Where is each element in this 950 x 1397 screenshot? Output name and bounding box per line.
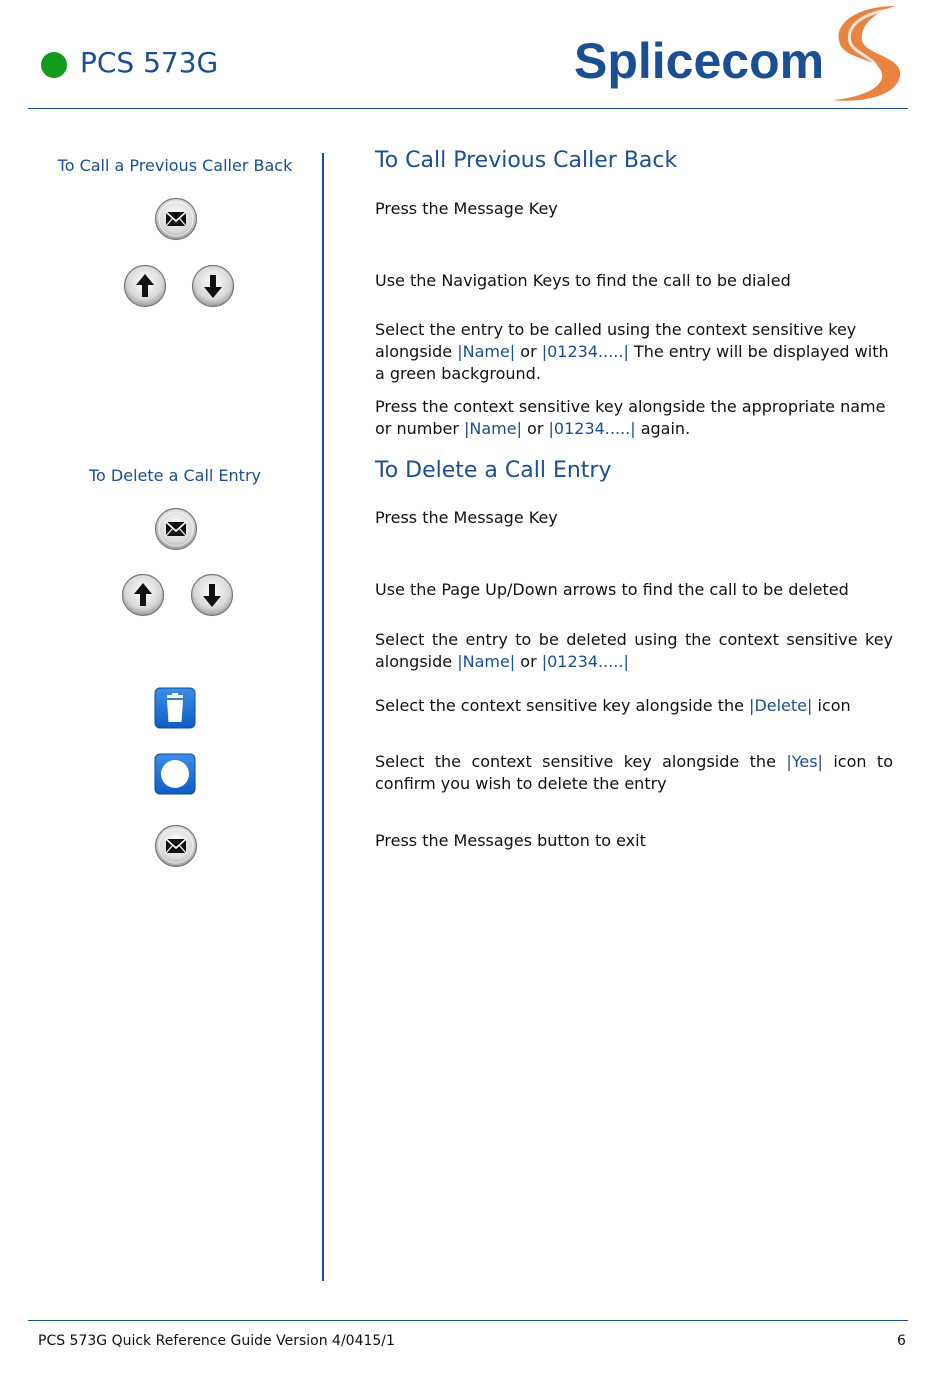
up-arrow-key-icon [123,264,167,308]
sidebar-title-delete: To Delete a Call Entry [89,466,261,485]
sidebar-title-call-back: To Call a Previous Caller Back [57,156,293,175]
status-dot [41,52,67,78]
name-key-label: |Name| [463,419,522,438]
yes-circle-softkey-icon [154,753,196,795]
number-key-label: |01234.....| [541,342,629,361]
call-back-step-3: Select the entry to be called using the context sensitive key alongside |Name| or |01234.....| The entry will be displayed with a green background. [375,320,889,383]
delete-step-2: Use the Page Up/Down arrows to find the call to be deleted [375,580,849,599]
column-divider [322,153,324,1281]
footer-divider [28,1320,908,1321]
delete-step-5: Select the context sensitive key alongside the |Yes| icon to confirm you wish to delete the entry [375,752,893,793]
header-divider [28,108,908,109]
down-arrow-key-icon [191,264,235,308]
delete-step-1: Press the Message Key [375,508,558,527]
footer-text: PCS 573G Quick Reference Guide Version 4/0415/1 [38,1333,395,1349]
section-title-delete: To Delete a Call Entry [375,458,612,483]
model-title: PCS 573G [80,46,219,79]
yes-key-label: |Yes| [786,752,823,771]
section-title-call-back: To Call Previous Caller Back [375,148,678,173]
name-key-label: |Name| [457,342,516,361]
number-key-label: |01234.....| [541,652,629,671]
delete-key-label: |Delete| [749,696,813,715]
page-number: 6 [897,1333,906,1349]
down-arrow-key-icon [190,573,234,617]
splicecom-logo [570,0,910,110]
number-key-label: |01234.....| [548,419,636,438]
up-arrow-key-icon [121,573,165,617]
call-back-step-2: Use the Navigation Keys to find the call to be dialed [375,271,791,290]
delete-step-6: Press the Messages button to exit [375,831,646,850]
call-back-step-4: Press the context sensitive key alongside the appropriate name or number |Name| or |01234.....| again. [375,397,886,438]
delete-step-4: Select the context sensitive key alongside the |Delete| icon [375,696,851,715]
logo-text: Splicecom [574,33,825,89]
message-key-icon [154,507,198,551]
message-key-icon [154,824,198,868]
trash-softkey-icon [154,687,196,729]
message-key-icon [154,197,198,241]
name-key-label: |Name| [457,652,516,671]
call-back-step-1: Press the Message Key [375,199,558,218]
delete-step-3: Select the entry to be deleted using the context sensitive key alongside |Name| or |01234.....| [375,630,893,671]
